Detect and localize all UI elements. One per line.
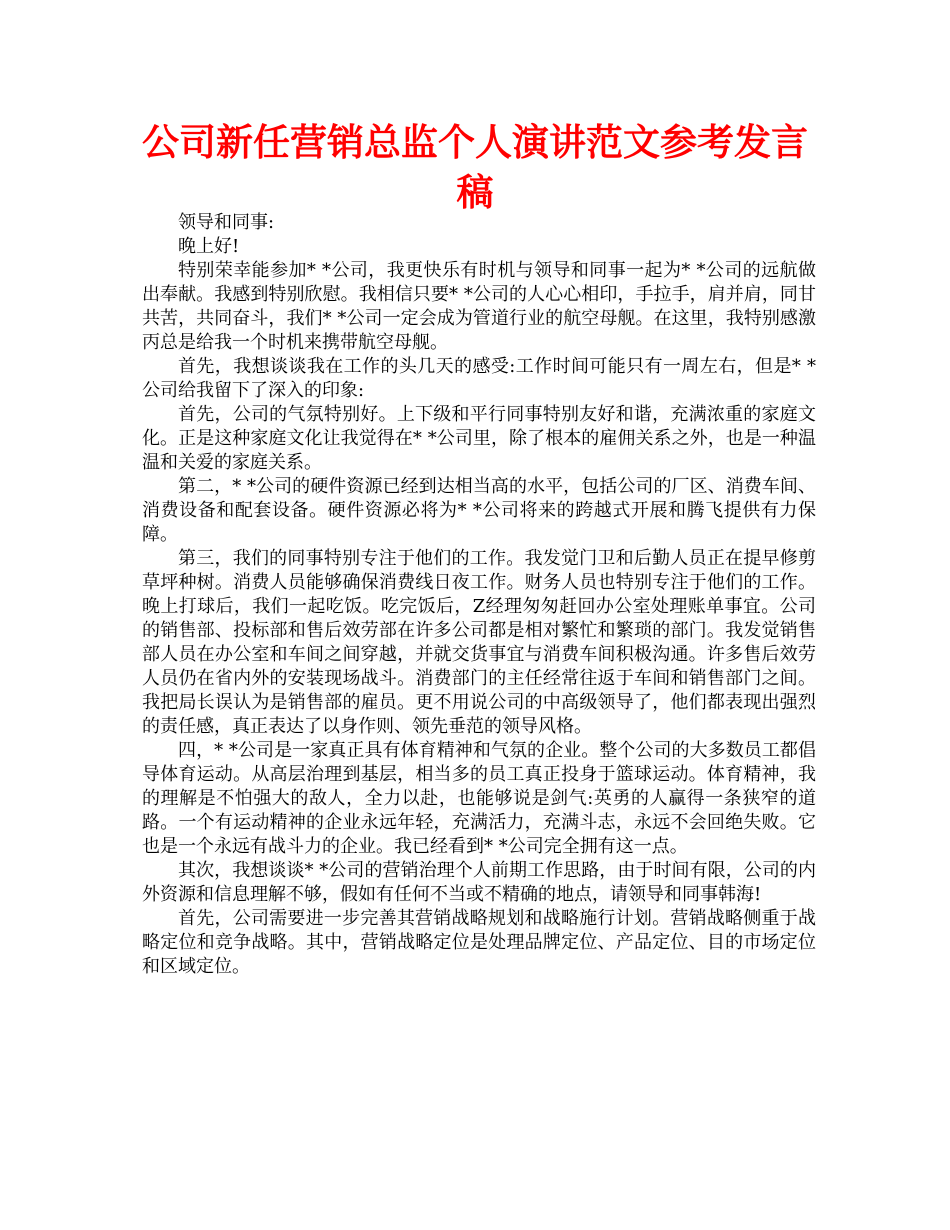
body-paragraph: 其次，我想谈谈* *公司的营销治理个人前期工作思路，由于时间有限，公司的内外资源和信息理解不够，假如有任何不当或不精确的地点，请领导和同事韩海!: [142, 860, 816, 905]
body-paragraph: 第三，我们的同事特别专注于他们的工作。我发觉门卫和后勤人员正在提早修剪草坪种树。消费人员能够确保消费线日夜工作。财务人员也特别专注于他们的工作。晚上打球后，我们一起吃饭。吃完饭后，Z经理匆匆赶回办公室处理账单事宜。公司的销售部、投标部和售后效劳部在许多公司都是相对繁忙和繁琐的部门。我发觉销售部人员在办公室和车间之间穿越，并就交货事宜与消费车间积极沟通。许多售后效劳人员仍在省内外的安装现场战斗。消费部门的主任经常往返于车间和销售部门之间。我把局长误认为是销售部的雇员。更不用说公司的中高级领导了，他们都表现出强烈的责任感，真正表达了以身作则、领先垂范的领导风格。: [142, 548, 816, 737]
document-body: [142, 211, 816, 979]
body-paragraph: 四，* *公司是一家真正具有体育精神和气氛的企业。整个公司的大多数员工都倡导体育运动。从高层治理到基层，相当多的员工真正投身于篮球运动。体育精神，我的理解是不怕强大的敌人，全力以赴，也能够说是剑气:英勇的人赢得一条狭窄的道路。一个有运动精神的企业永远年轻，充满活力，充满斗志，永远不会回绝失败。它也是一个永远有战斗力的企业。我已经看到* *公司完全拥有这一点。: [142, 740, 816, 857]
body-paragraph: 特别荣幸能参加* *公司，我更快乐有时机与领导和同事一起为* *公司的远航做出奉献。我感到特别欣慰。我相信只要* *公司的人心心相印，手拉手，肩并肩，同甘共苦，共同奋斗，我们* *公司一定会成为管道行业的航空母舰。在这里，我特别感激丙总是给我一个时机来携带航空母舰。: [142, 260, 816, 353]
salutation: 领导和同事:: [178, 212, 275, 233]
body-paragraph: 第二，* *公司的硬件资源已经到达相当高的水平，包括公司的厂区、消费车间、消费设备和配套设备。硬件资源必将为* *公司将来的跨越式开展和腾飞提供有力保障。: [142, 476, 816, 545]
body-paragraph: 首先，公司需要进一步完善其营销战略规划和战略施行计划。营销战略侧重于战略定位和竞争战略。其中，营销战略定位是处理品牌定位、产品定位、目的市场定位和区域定位。: [142, 908, 816, 977]
greeting: 晚上好!: [178, 236, 240, 257]
body-paragraph: 首先，公司的气氛特别好。上下级和平行同事特别友好和谐，充满浓重的家庭文化。正是这种家庭文化让我觉得在* *公司里，除了根本的雇佣关系之外，也是一种温温和关爱的家庭关系。: [142, 404, 816, 473]
document-title: 公司新任营销总监个人演讲范文参考发言稿: [142, 121, 808, 214]
body-paragraph: 首先，我想谈谈我在工作的头几天的感受:工作时间可能只有一周左右，但是* *公司给我留下了深入的印象:: [142, 356, 816, 401]
